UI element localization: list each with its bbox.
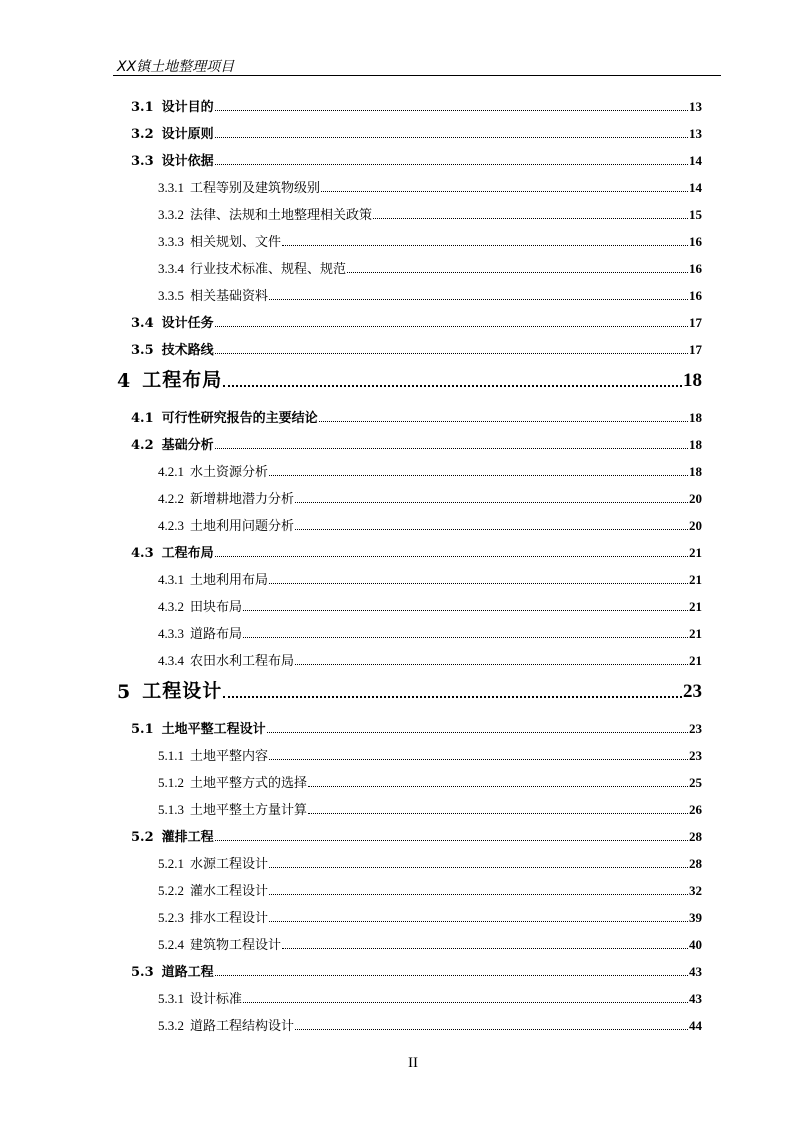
toc-entry[interactable] — [131, 151, 702, 169]
toc-entry-label: 水土资源分析 — [190, 465, 269, 480]
toc-entry-label: 田块布局 — [190, 600, 243, 615]
toc-entry[interactable] — [117, 366, 702, 392]
toc-entry[interactable] — [158, 516, 702, 534]
toc-entry-number: 3.1 — [131, 100, 154, 115]
toc-entry-label: 设计标准 — [190, 992, 243, 1007]
toc-entry[interactable] — [131, 543, 702, 561]
toc-entry[interactable] — [131, 719, 702, 737]
toc-entry[interactable] — [158, 489, 702, 507]
toc-entry[interactable] — [158, 462, 702, 480]
toc-entry-number: 4.3.3 — [158, 626, 184, 641]
toc-entry-number: 3.3 — [131, 154, 154, 169]
toc-entry-number: 3.2 — [131, 127, 154, 142]
toc-dot-leader — [215, 110, 688, 111]
toc-dot-leader — [269, 921, 688, 922]
toc-entry[interactable] — [158, 286, 702, 304]
toc-dot-leader — [215, 164, 688, 165]
toc-entry-label: 相关基础资料 — [190, 289, 269, 304]
toc-entry-page: 23 — [683, 681, 702, 702]
toc-entry-number: 4.2 — [131, 438, 154, 453]
toc-entry-label: 设计依据 — [161, 154, 214, 169]
toc-entry-number: 4.3 — [131, 546, 154, 561]
toc-entry-number: 3.3.1 — [158, 180, 184, 195]
toc-entry-number: 5.3.2 — [158, 1018, 184, 1033]
toc-dot-leader — [295, 664, 688, 665]
toc-entry-number: 4 — [117, 370, 131, 392]
toc-dot-leader — [215, 448, 688, 449]
toc-entry-label: 设计目的 — [161, 100, 214, 115]
toc-entry[interactable] — [131, 313, 702, 331]
toc-dot-leader — [269, 299, 688, 300]
toc-entry[interactable] — [131, 408, 702, 426]
toc-dot-leader — [282, 948, 688, 949]
toc-dot-leader — [215, 326, 688, 327]
toc-entry-number: 5.3.1 — [158, 991, 184, 1006]
toc-entry-page: 14 — [689, 180, 702, 195]
toc-entry-label: 工程布局 — [161, 546, 214, 561]
toc-entry[interactable] — [158, 232, 702, 250]
toc-entry-number: 4.2.2 — [158, 491, 184, 506]
toc-entry-number: 3.3.5 — [158, 288, 184, 303]
toc-entry-number: 5.2.4 — [158, 937, 184, 952]
toc-entry-page: 18 — [689, 410, 702, 425]
toc-entry-label: 基础分析 — [161, 438, 214, 453]
toc-dot-leader — [215, 137, 688, 138]
toc-entry-page: 23 — [689, 748, 702, 763]
toc-entry-number: 3.3.3 — [158, 234, 184, 249]
toc-dot-leader — [269, 867, 688, 868]
header-rule — [113, 75, 721, 76]
toc-entry-page: 43 — [689, 964, 702, 979]
toc-entry-number: 4.3.4 — [158, 653, 184, 668]
toc-entry-label: 可行性研究报告的主要结论 — [161, 411, 318, 426]
toc-entry-number: 5.2.1 — [158, 856, 184, 871]
toc-entry-label: 法律、法规和土地整理相关政策 — [190, 208, 373, 223]
toc-dot-leader — [269, 475, 688, 476]
toc-dot-leader — [319, 421, 688, 422]
toc-entry-label: 新增耕地潜力分析 — [190, 492, 295, 507]
toc-entry-label: 土地利用布局 — [190, 573, 269, 588]
toc-entry-page: 40 — [689, 937, 702, 952]
toc-entry-label: 土地平整土方量计算 — [190, 803, 308, 818]
toc-entry-number: 3.3.2 — [158, 207, 184, 222]
toc-entry-number: 5.2 — [131, 830, 154, 845]
toc-entry[interactable] — [158, 989, 702, 1007]
toc-entry-page: 16 — [689, 261, 702, 276]
toc-entry-number: 5.2.3 — [158, 910, 184, 925]
toc-entry-label: 农田水利工程布局 — [190, 654, 295, 669]
toc-entry-label: 相关规划、文件 — [190, 235, 282, 250]
toc-entry[interactable] — [131, 340, 702, 358]
toc-entry-page: 21 — [689, 545, 702, 560]
toc-entry-page: 44 — [689, 1018, 702, 1033]
toc-entry-page: 26 — [689, 802, 702, 817]
toc-dot-leader — [373, 218, 688, 219]
toc-dot-leader — [267, 732, 688, 733]
toc-entry-label: 道路工程 — [161, 965, 214, 980]
toc-entry-label: 灌水工程设计 — [190, 884, 269, 899]
toc-dot-leader — [347, 272, 688, 273]
toc-entry-label: 技术路线 — [161, 343, 214, 358]
toc-entry[interactable] — [158, 1016, 702, 1034]
toc-entry-number: 5.1.2 — [158, 775, 184, 790]
page-number: II — [408, 1055, 418, 1071]
toc-entry-page: 23 — [689, 721, 702, 736]
toc-entry[interactable] — [131, 435, 702, 453]
toc-entry-page: 21 — [689, 572, 702, 587]
toc-entry-number: 5.1.1 — [158, 748, 184, 763]
toc-entry-page: 13 — [689, 99, 702, 114]
toc-entry[interactable] — [158, 854, 702, 872]
toc-entry-number: 4.3.1 — [158, 572, 184, 587]
toc-entry-label: 水源工程设计 — [190, 857, 269, 872]
toc-entry[interactable] — [131, 97, 702, 115]
toc-entry-page: 17 — [689, 342, 702, 357]
toc-entry-page: 18 — [689, 437, 702, 452]
toc-dot-leader — [223, 696, 682, 698]
toc-entry-number: 3.3.4 — [158, 261, 184, 276]
toc-dot-leader — [223, 385, 682, 387]
toc-dot-leader — [243, 1002, 688, 1003]
toc-entry[interactable] — [158, 178, 702, 196]
toc-entry[interactable] — [131, 962, 702, 980]
toc-entry-page: 43 — [689, 991, 702, 1006]
toc-entry-number: 4.3.2 — [158, 599, 184, 614]
toc-entry-number: 5.2.2 — [158, 883, 184, 898]
toc-dot-leader — [269, 583, 688, 584]
toc-dot-leader — [295, 502, 688, 503]
toc-entry-label: 设计原则 — [161, 127, 214, 142]
toc-dot-leader — [269, 894, 688, 895]
toc-entry-label: 行业技术标准、规程、规范 — [190, 262, 347, 277]
toc-dot-leader — [215, 840, 688, 841]
toc-entry-label: 建筑物工程设计 — [190, 938, 282, 953]
toc-entry[interactable] — [158, 773, 702, 791]
toc-entry-label: 道路工程结构设计 — [190, 1019, 295, 1034]
toc-entry-page: 32 — [689, 883, 702, 898]
toc-entry-label: 土地利用问题分析 — [190, 519, 295, 534]
toc-entry-page: 39 — [689, 910, 702, 925]
toc-entry-page: 14 — [689, 153, 702, 168]
toc-entry-label: 道路布局 — [190, 627, 243, 642]
toc-entry-page: 15 — [689, 207, 702, 222]
toc-entry-page: 21 — [689, 653, 702, 668]
toc-entry[interactable] — [158, 800, 702, 818]
toc-entry-page: 17 — [689, 315, 702, 330]
toc-entry-number: 5.1 — [131, 722, 154, 737]
toc-entry-page: 20 — [689, 491, 702, 506]
toc-entry-page: 28 — [689, 829, 702, 844]
toc-entry-page: 20 — [689, 518, 702, 533]
toc-entry-page: 18 — [689, 464, 702, 479]
toc-entry-page: 25 — [689, 775, 702, 790]
toc-entry-label: 工程等别及建筑物级别 — [190, 181, 321, 196]
toc-dot-leader — [215, 556, 688, 557]
toc-entry-number: 5.3 — [131, 965, 154, 980]
toc-entry-page: 13 — [689, 126, 702, 141]
toc-entry[interactable] — [158, 570, 702, 588]
toc-entry-page: 21 — [689, 599, 702, 614]
toc-dot-leader — [308, 813, 688, 814]
toc-entry-label: 土地平整工程设计 — [161, 722, 266, 737]
toc-dot-leader — [295, 529, 688, 530]
toc-entry-page: 28 — [689, 856, 702, 871]
toc-entry[interactable] — [158, 624, 702, 642]
toc-entry-label: 排水工程设计 — [190, 911, 269, 926]
toc-entry-label: 土地平整内容 — [190, 749, 269, 764]
toc-entry-page: 21 — [689, 626, 702, 641]
toc-dot-leader — [243, 610, 688, 611]
toc-entry-label: 设计任务 — [161, 316, 214, 331]
toc-entry[interactable] — [131, 124, 702, 142]
toc-dot-leader — [321, 191, 688, 192]
toc-dot-leader — [215, 975, 688, 976]
toc-entry-number: 3.5 — [131, 343, 154, 358]
toc-entry[interactable] — [117, 677, 702, 703]
toc-dot-leader — [215, 353, 688, 354]
running-header-title: XX镇土地整理项目 — [117, 59, 235, 75]
toc-entry[interactable] — [158, 597, 702, 615]
toc-entry[interactable] — [131, 827, 702, 845]
toc-entry-number: 4.1 — [131, 411, 154, 426]
toc-entry[interactable] — [158, 908, 702, 926]
toc-entry[interactable] — [158, 746, 702, 764]
toc-dot-leader — [295, 1029, 688, 1030]
toc-entry-page: 18 — [683, 370, 702, 391]
toc-entry[interactable] — [158, 881, 702, 899]
toc-entry-label: 工程布局 — [142, 369, 223, 391]
toc-entry-number: 5 — [117, 681, 131, 703]
toc-entry-number: 4.2.3 — [158, 518, 184, 533]
toc-entry-label: 土地平整方式的选择 — [190, 776, 308, 791]
toc-entry[interactable] — [158, 205, 702, 223]
toc-entry-page: 16 — [689, 234, 702, 249]
toc-entry-number: 5.1.3 — [158, 802, 184, 817]
toc-entry-number: 3.4 — [131, 316, 154, 331]
toc-entry-label: 灌排工程 — [161, 830, 214, 845]
toc-dot-leader — [308, 786, 688, 787]
toc-dot-leader — [243, 637, 688, 638]
toc-entry-page: 16 — [689, 288, 702, 303]
toc-dot-leader — [269, 759, 688, 760]
toc-dot-leader — [282, 245, 688, 246]
toc-entry[interactable] — [158, 651, 702, 669]
toc-entry[interactable] — [158, 935, 702, 953]
toc-entry[interactable] — [158, 259, 702, 277]
toc-entry-label: 工程设计 — [142, 680, 223, 702]
toc-entry-number: 4.2.1 — [158, 464, 184, 479]
